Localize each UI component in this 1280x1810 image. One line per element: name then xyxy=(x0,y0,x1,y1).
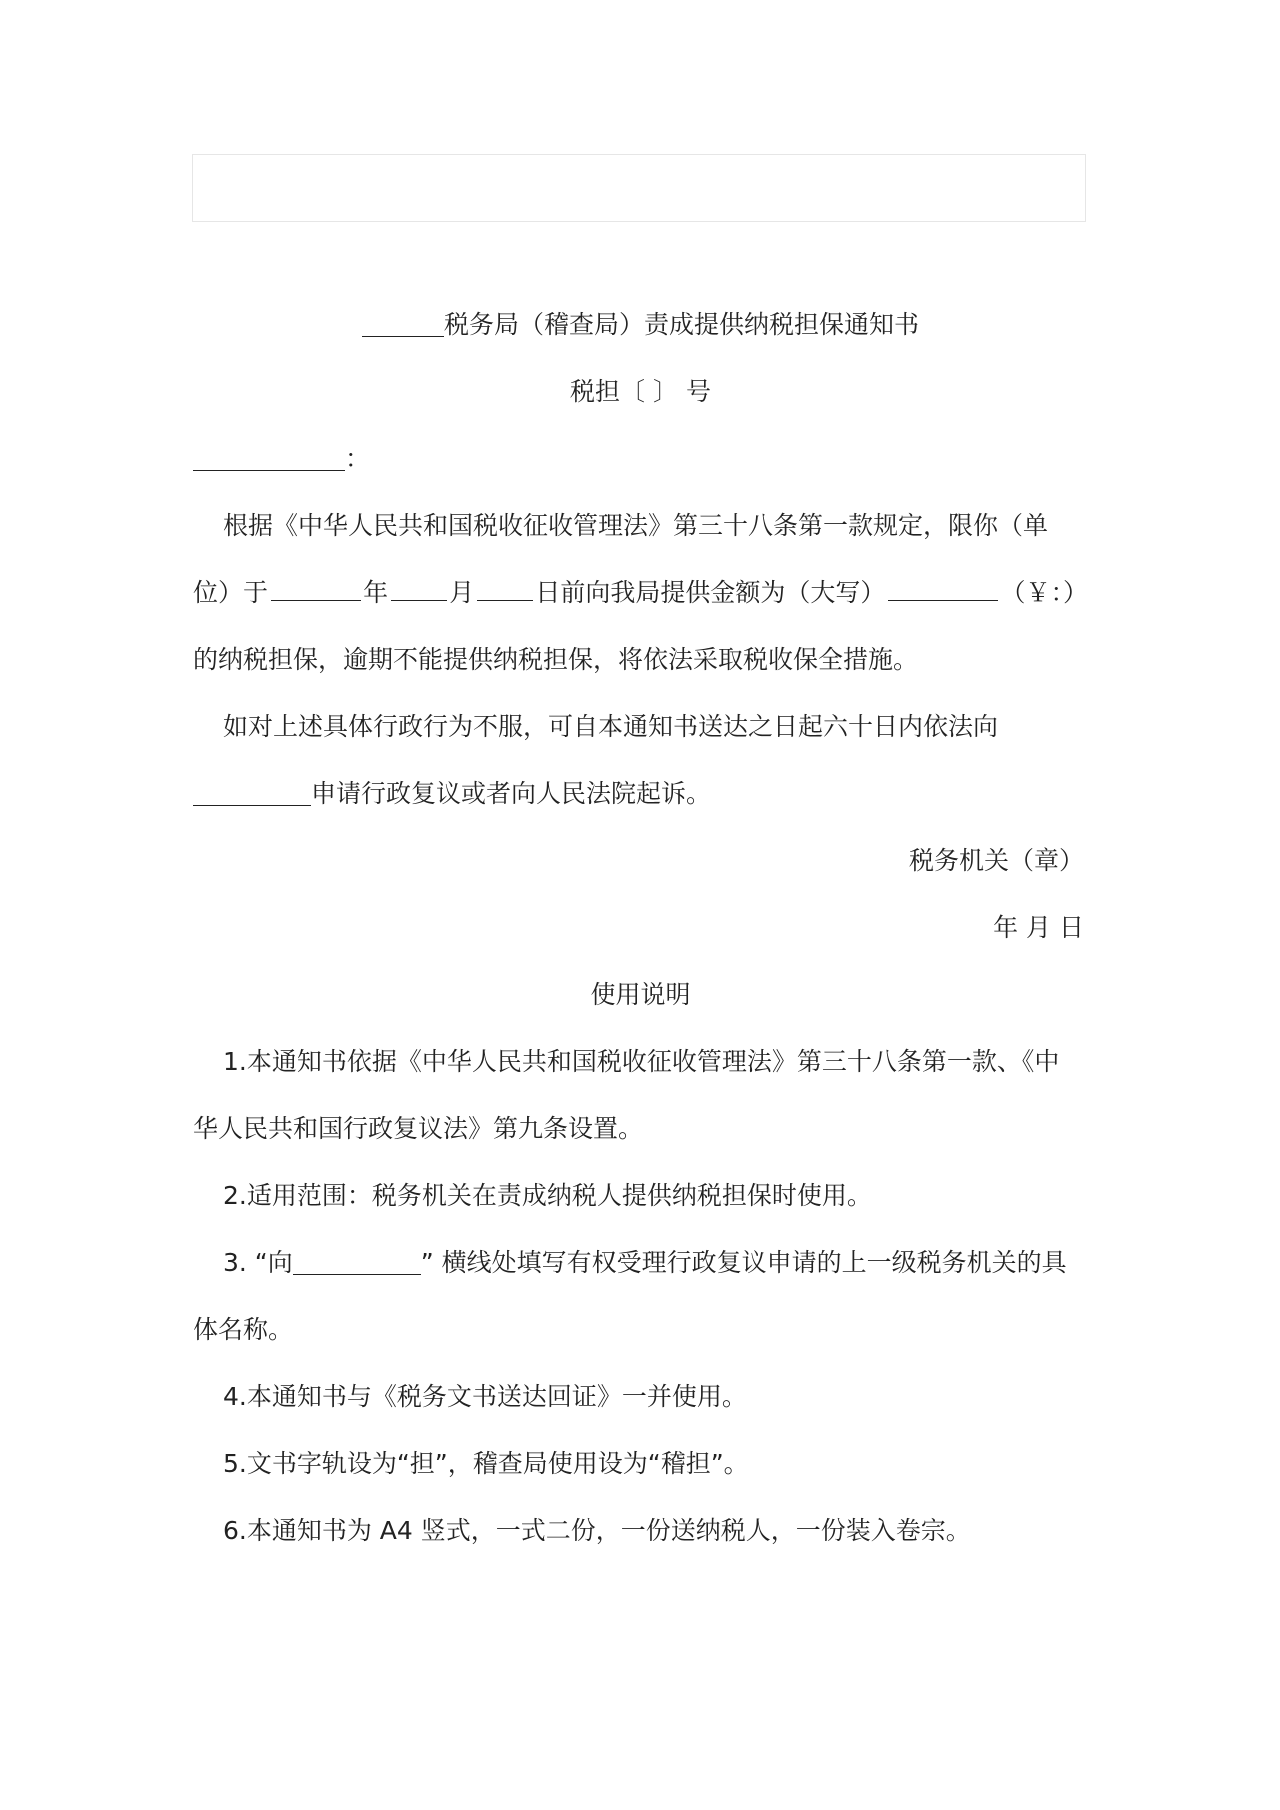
instruction-6: 6.本通知书为 A4 竖式，一式二份，一份送纳税人，一份装入卷宗。 xyxy=(223,1516,971,1545)
recipient-blank xyxy=(193,444,345,471)
signature: 税务机关（章） xyxy=(908,846,1084,875)
document-title: 税务局（稽查局）责成提供纳税担保通知书 xyxy=(193,305,1088,345)
day-blank xyxy=(477,574,533,601)
date-line: 年 月 日 xyxy=(993,913,1084,942)
amount-blank xyxy=(888,574,998,601)
body-paragraph-2-line-1: 如对上述具体行政行为不服，可自本通知书送达之日起六十日内依法向 xyxy=(223,712,999,741)
instruction-5: 5.文书字轨设为“担”，稽查局使用设为“稽担”。 xyxy=(223,1449,749,1478)
higher-authority-blank xyxy=(293,1248,421,1275)
month-blank xyxy=(391,574,447,601)
instruction-2: 2.适用范围：税务机关在责成纳税人提供纳税担保时使用。 xyxy=(223,1181,872,1210)
recipient-line: ： xyxy=(193,439,1088,479)
instruction-1-line-2: 华人民共和国行政复议法》第九条设置。 xyxy=(193,1114,644,1143)
body-paragraph-2-line-2: 申请行政复议或者向人民法院起诉。 xyxy=(193,774,1088,814)
instruction-3-line-1: 3. “向 ” 横线处填写有权受理行政复议申请的上一级税务机关的具 xyxy=(223,1248,1067,1277)
tax-bureau-blank xyxy=(362,310,444,337)
body-paragraph-1-line-1: 根据《中华人民共和国税收征收管理法》第三十八条第一款规定，限你（单 xyxy=(223,511,1049,540)
instruction-1-line-1: 1.本通知书依据《中华人民共和国税收征收管理法》第三十八条第一款、《中 xyxy=(223,1047,1060,1076)
review-authority-blank xyxy=(193,779,311,806)
body-paragraph-1-line-2: 位）于 年 月 日前向我局提供金额为（大写） （￥：） xyxy=(193,573,1088,613)
body-paragraph-1-line-3: 的纳税担保，逾期不能提供纳税担保，将依法采取税收保全措施。 xyxy=(193,645,919,674)
year-blank xyxy=(271,574,361,601)
instruction-4: 4.本通知书与《税务文书送达回证》一并使用。 xyxy=(223,1382,747,1411)
document-number: 税担〔 〕 号 xyxy=(570,377,711,406)
instructions-heading: 使用说明 xyxy=(590,980,691,1009)
header-box xyxy=(192,154,1086,222)
instruction-3-line-2: 体名称。 xyxy=(193,1315,294,1344)
